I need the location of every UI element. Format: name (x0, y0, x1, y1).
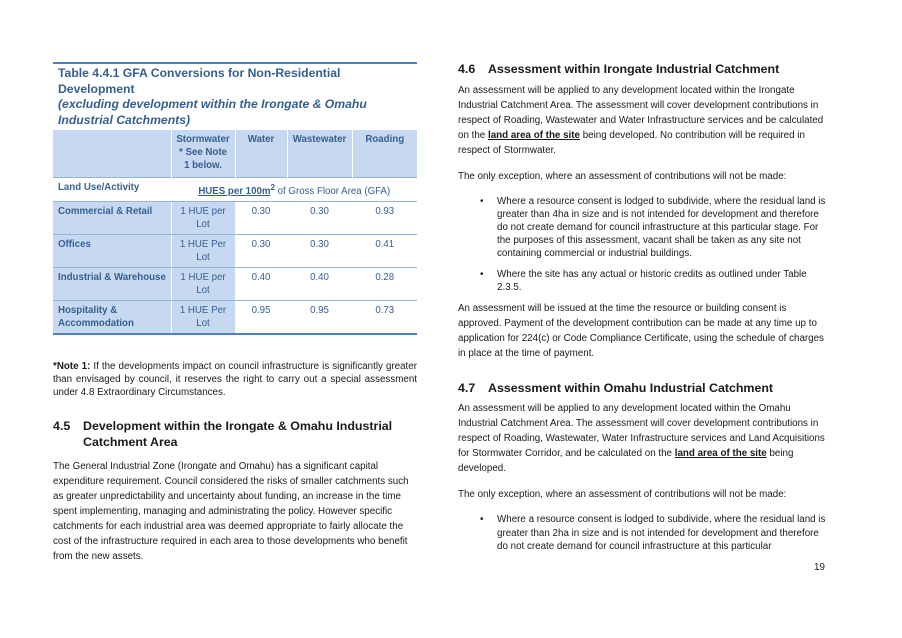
section-4-6-heading: 4.6 Assessment within Irongate Industrial Catchment (458, 62, 780, 76)
row-water: 0.30 (235, 201, 287, 234)
land-use-label: Land Use/Activity (53, 177, 171, 201)
section-4-7-exceptions-list (480, 513, 826, 553)
section-4-6-paragraph-3: An assessment will be issued at the time the resource or building consent is approved. Payment of the development contribution can be made at any time up to application for 224(c) or Code Compliance Certificate, using the schedule of charges in place at the time of payment. (458, 302, 824, 359)
row-land-use: Industrial & Warehouse (53, 267, 171, 300)
right-column (458, 62, 826, 553)
table-row (53, 234, 417, 267)
list-item: • Where the site has any actual or historic credits as outlined under Table 2.3.5. (480, 268, 807, 293)
row-land-use: Commercial & Retail (53, 201, 171, 234)
section-4-6-exceptions-list (480, 195, 826, 294)
row-land-use: Offices (53, 234, 171, 267)
row-roading: 0.93 (352, 201, 417, 234)
left-column (53, 62, 417, 564)
row-stormwater: 1 HUE per Lot (171, 267, 235, 300)
header-roading: Roading (352, 130, 417, 177)
row-water: 0.95 (235, 300, 287, 334)
table-title-subtitle: (excluding development within the Irongate & Omahu Industrial Catchments) (58, 97, 367, 127)
table-title-main: Table 4.4.1 GFA Conversions for Non-Residential Development (58, 66, 341, 96)
row-roading: 0.41 (352, 234, 417, 267)
table-row (53, 201, 417, 234)
row-water: 0.40 (235, 267, 287, 300)
row-wastewater: 0.30 (287, 234, 352, 267)
page-number: 19 (814, 562, 825, 573)
gfa-conversion-table (53, 130, 417, 335)
row-land-use: Hospitality & Accommodation (53, 300, 171, 334)
row-water: 0.30 (235, 234, 287, 267)
section-4-7-paragraph-2: The only exception, where an assessment of contributions will not be made: (458, 489, 787, 501)
header-empty-cell (53, 130, 171, 177)
row-wastewater: 0.40 (287, 267, 352, 300)
header-wastewater: Wastewater (287, 130, 352, 177)
row-stormwater: 1 HUE per Lot (171, 201, 235, 234)
section-4-7-paragraph-1: An assessment will be applied to any development located within the Omahu Industrial Catchment Area. The assessment will cover development contributions in respect of Roading, Wastewater, Water Infrastructure services and Land Acquisitions for Stormwater Corridor, and be calculated on the land area of the site being developed. (458, 403, 825, 475)
header-stormwater: Stormwater * See Note 1 below. (171, 130, 235, 177)
header-water: Water (235, 130, 287, 177)
table-row (53, 300, 417, 334)
row-wastewater: 0.95 (287, 300, 352, 334)
row-wastewater: 0.30 (287, 201, 352, 234)
section-4-7-heading: 4.7 Assessment within Omahu Industrial Catchment (458, 380, 774, 395)
section-4-5-heading: 4.5 Development within the Irongate & Omahu Industrial Catchment Area (53, 419, 393, 449)
table-footnote: *Note 1: If the developments impact on council infrastructure is significantly greater than envisaged by council, it reserves the right to carry out a special assessment under 4.8 Extraordinary Circumstances. (53, 360, 417, 399)
table-title (53, 62, 417, 130)
table-header-row (53, 130, 417, 177)
section-4-6-paragraph-1: An assessment will be applied to any development located within the Irongate Industrial Catchment Area. The assessment will cover development contributions in respect of Roading, Wastewater and Water Infrastructure services and be calculated on the land area of the site being developed. No contribution will be required in respect of Stormwater. (458, 84, 824, 156)
list-item: • Where a resource consent is lodged to subdivide, where the residual land is greater than 2ha in size and is not intended for development and therefore do not create demand for council infrastructure at this particular (480, 514, 826, 552)
section-4-6-paragraph-2: The only exception, where an assessment of contributions will not be made: (458, 170, 787, 182)
row-roading: 0.28 (352, 267, 417, 300)
hues-label: HUES per $100m^2$ of Gross Floor Area (GFA) (171, 177, 417, 201)
list-item: • Where a resource consent is lodged to subdivide, where the residual land is greater than 4ha in size and is not intended for development and therefore do not create demand for council infrastructure at this particular stage. For the purposes of this assessment, vacant shall be taken as any site not containing commercial or industrial buildings. (480, 195, 826, 260)
land-use-row (53, 177, 417, 201)
section-4-5-body: The General Industrial Zone (Irongate and Omahu) has a significant capital expenditure requirement. Council considered the risks of smaller catchments such as greater unpredictability and uncertainty about funding, an increase in the time spent implementing, managing and administrating the policy. However specific catchments for each industrial area was deemed appropriate to fairly allocate the cost of the infrastructure required in each area to those developments who benefit from the new assets. (53, 461, 409, 563)
row-stormwater: 1 HUE Per Lot (171, 300, 235, 334)
row-roading: 0.73 (352, 300, 417, 334)
row-stormwater: 1 HUE Per Lot (171, 234, 235, 267)
table-row (53, 267, 417, 300)
